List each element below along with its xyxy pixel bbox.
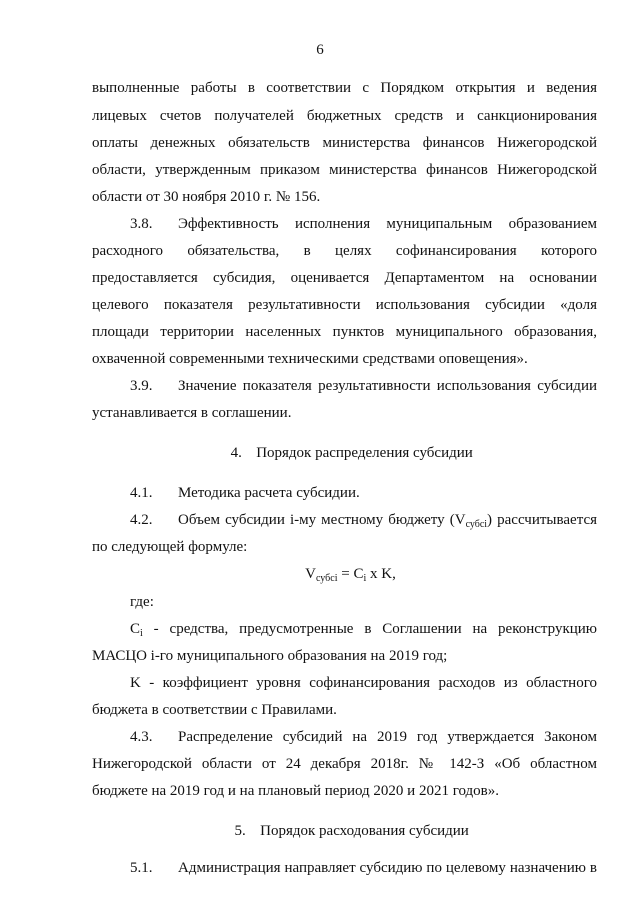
paragraph-line: охваченной современными техническими средствами оповещения». [92, 351, 528, 367]
clause-number: 3.9. [130, 378, 153, 394]
where-label: где: [130, 594, 154, 610]
paragraph-line: расходного обязательства, в целях софинансирования которого [92, 243, 597, 259]
k-definition-first-line: K - коэффициент уровня софинансирования расходов из областного [130, 675, 597, 691]
paragraph-line: предоставляется субсидия, оценивается Департаментом на основании [92, 270, 597, 286]
paragraph-line: области от 30 ноября 2010 г. № 156. [92, 189, 321, 205]
section-title: Порядок расходования субсидии [260, 823, 469, 839]
paragraph-line: бюджете на 2019 год и на плановый период 2020 и 2021 годов». [92, 783, 500, 799]
clause-number: 4.1. [130, 485, 153, 501]
clause-number: 3.8. [130, 216, 153, 232]
paragraph-line: выполненные работы в соответствии с Порядком открытия и ведения [92, 80, 597, 96]
clause-number: 4.3. [130, 729, 153, 745]
paragraph-line: по следующей формуле: [92, 539, 248, 555]
section-4-heading [92, 444, 597, 462]
clause-3-8-first-line: 3.8. Эффективность исполнения муниципальным образованием [130, 216, 597, 232]
paragraph-line: бюджета в соответствии с Правилами. [92, 702, 337, 718]
section-number: 4. [230, 445, 242, 461]
clause-number: 4.2. [130, 512, 153, 528]
paragraph-line: области, утвержденным приказом министерства финансов Нижегородской [92, 162, 597, 178]
paragraph-line: МАСЦО i-го муниципального образования на 2019 год; [92, 648, 448, 664]
paragraph-line: лицевых счетов получателей бюджетных средств и санкционирования [92, 108, 597, 124]
clause-4-3-first-line: 4.3. Распределение субсидий на 2019 год утверждается Законом [130, 729, 597, 745]
clause-number: 5.1. [130, 860, 153, 876]
section-number: 5. [234, 823, 246, 839]
clause-4-1: 4.1. Методика расчета субсидии. [130, 485, 360, 501]
paragraph-line: целевого показателя результативности использования субсидии «доля [92, 297, 597, 313]
section-title: Порядок распределения субсидии [256, 445, 473, 461]
ci-definition-first-line: $C_i$ - средства, предусмотренные в Соглашении на реконструкцию [130, 621, 597, 639]
paragraph-line: оплаты денежных обязательств министерства финансов Нижегородской [92, 135, 597, 151]
clause-3-9-first-line: 3.9. Значение показателя результативности использования субсидии [130, 378, 597, 394]
section-5-heading [92, 822, 597, 840]
paragraph-line: Нижегородской области от 24 декабря 2018г. № 142-З «Об областном [92, 756, 597, 772]
clause-4-2-first-line: 4.2. Объем субсидии i-му местному бюджету $(V_{субсi})$ рассчитывается [130, 512, 598, 530]
paragraph-line: устанавливается в соглашении. [92, 405, 292, 421]
clause-5-1-first-line: 5.1. Администрация направляет субсидию по целевому назначению в [130, 860, 597, 876]
paragraph-line: площади территории населенных пунктов муниципального образования, [92, 324, 597, 340]
page-number: 6 [316, 42, 324, 58]
formula: $V_{субсi} = C_i$ x K, [305, 566, 396, 584]
